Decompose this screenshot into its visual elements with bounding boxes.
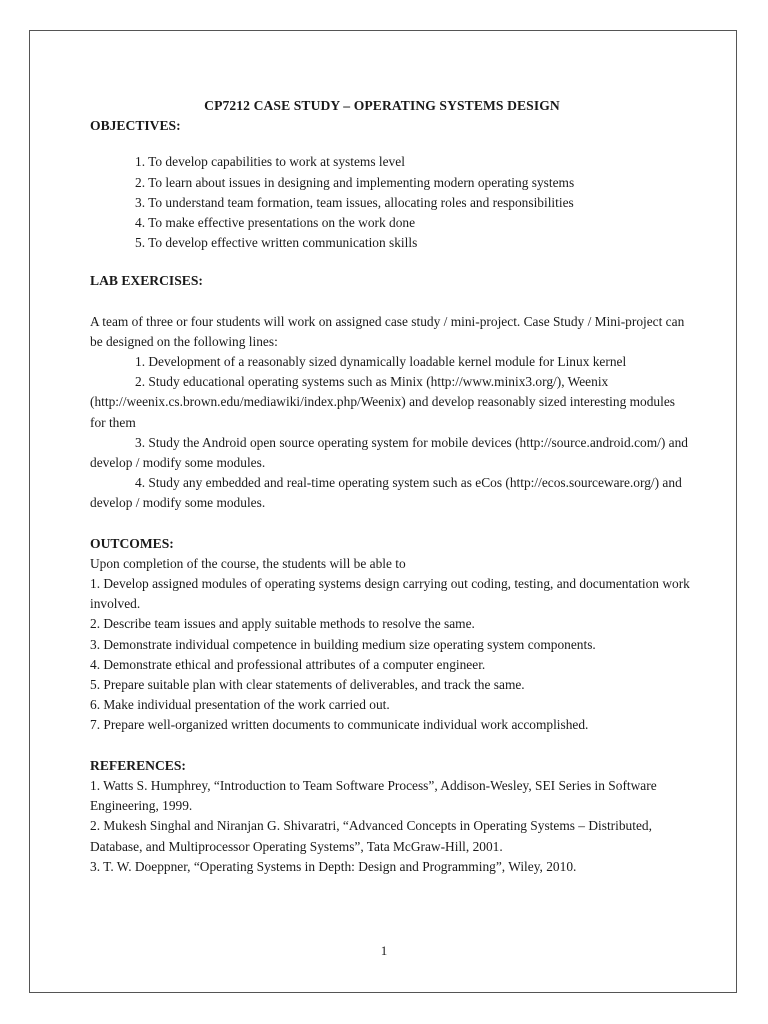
outcome-item: 3. Demonstrate individual competence in building medium size operating system components. [90, 636, 596, 652]
reference-item: 3. T. W. Doeppner, “Operating Systems in Depth: Design and Programming”, Wiley, 2010. [90, 858, 577, 874]
list-item: 1. To develop capabilities to work at systems level [135, 154, 405, 170]
page-number: 1 [380, 943, 388, 958]
outcome-item: 4. Demonstrate ethical and professional attributes of a computer engineer. [90, 656, 486, 672]
outcome-item: 6. Make individual presentation of the work carried out. [90, 697, 390, 713]
lab-exercises-heading: LAB EXERCISES: [90, 273, 203, 289]
document-title: CP7212 CASE STUDY – OPERATING SYSTEMS DESIGN [204, 98, 560, 113]
outcome-item: 5. Prepare suitable plan with clear statements of deliverables, and track the same. [90, 677, 525, 693]
objectives-list [90, 152, 690, 253]
lab-item: 2. Study educational operating systems such as Minix (http://www.minix3.org/), Weenix (http://weenix.cs.brown.edu/mediawiki/index.php/Weenix) and develop reasonably sized interesting modules for them [90, 374, 675, 430]
document-body [90, 96, 690, 877]
lab-item: 1. Development of a reasonably sized dynamically loadable kernel module for Linux kernel [135, 354, 627, 370]
lab-item: 3. Study the Android open source operating system for mobile devices (http://source.android.com/) and develop / modify some modules. [90, 434, 688, 471]
outcome-item: 2. Describe team issues and apply suitable methods to resolve the same. [90, 616, 475, 632]
lab-intro: A team of three or four students will work on assigned case study / mini-project. Case Study / Mini-project can be designed on the following lines: [90, 313, 685, 349]
objectives-heading: OBJECTIVES: [90, 118, 181, 134]
lab-item: 4. Study any embedded and real-time operating system such as eCos (http://ecos.sourceware.org/) and develop / modify some modules. [90, 475, 682, 511]
outcomes-intro: Upon completion of the course, the students will be able to [90, 555, 406, 571]
list-item: 4. To make effective presentations on the work done [135, 215, 416, 231]
reference-item: 2. Mukesh Singhal and Niranjan G. Shivaratri, “Advanced Concepts in Operating Systems – Distributed, Database, and Multiprocessor Operating Systems”, Tata McGraw-Hill, 2001. [90, 818, 652, 854]
list-item: 2. To learn about issues in designing and implementing modern operating systems [135, 174, 575, 190]
reference-item: 1. Watts S. Humphrey, “Introduction to Team Software Process”, Addison-Wesley, SEI Series in Software Engineering, 1999. [90, 777, 657, 814]
outcome-item: 1. Develop assigned modules of operating systems design carrying out coding, testing, and documentation work involved. [90, 576, 690, 612]
outcomes-heading: OUTCOMES: [90, 535, 174, 551]
outcome-item: 7. Prepare well-organized written documents to communicate individual work accomplished. [90, 717, 589, 733]
references-heading: REFERENCES: [90, 757, 186, 773]
list-item: 5. To develop effective written communication skills [135, 235, 418, 251]
list-item: 3. To understand team formation, team issues, allocating roles and responsibilities [135, 194, 574, 210]
